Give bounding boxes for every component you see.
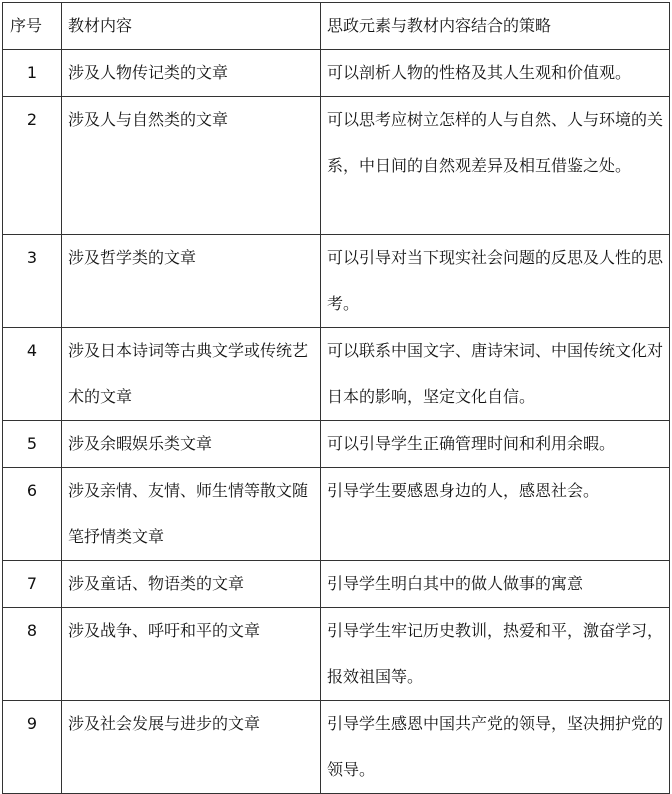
row-content	[62, 468, 321, 561]
row-content-text: 涉及社会发展与进步的文章	[68, 714, 261, 733]
row-content-text: 涉及人物传记类的文章	[68, 63, 229, 82]
row-strategy	[321, 50, 670, 97]
row-index: 6	[3, 468, 62, 561]
row-index: 8	[3, 608, 62, 701]
table-row	[3, 701, 670, 794]
row-content-text: 涉及哲学类的文章	[68, 248, 197, 267]
table-row	[3, 561, 670, 608]
row-strategy-text: 可以剖析人物的性格及其人生观和价值观。	[327, 63, 632, 82]
strategy-table-container	[2, 2, 669, 794]
row-content-text: 涉及余暇娱乐类文章	[68, 434, 213, 453]
row-content-text: 涉及战争、呼吁和平的文章	[68, 621, 261, 640]
row-content	[62, 608, 321, 701]
row-strategy	[321, 561, 670, 608]
row-strategy	[321, 235, 670, 328]
row-strategy-text: 引导学生要感恩身边的人，感恩社会。	[327, 481, 600, 500]
row-index: 4	[3, 328, 62, 421]
row-strategy	[321, 97, 670, 235]
row-index: 9	[3, 701, 62, 794]
row-strategy-text: 引导学生牢记历史教训，热爱和平，激奋学习，报效祖国等。	[327, 621, 664, 686]
row-index: 1	[3, 50, 62, 97]
row-content-text: 涉及亲情、友情、师生情等散文随笔抒情类文章	[68, 481, 309, 546]
row-content	[62, 421, 321, 468]
row-strategy	[321, 328, 670, 421]
row-index: 7	[3, 561, 62, 608]
row-strategy-text: 可以引导学生正确管理时间和利用余暇。	[327, 434, 616, 453]
table-row	[3, 328, 670, 421]
header-content: 教材内容	[62, 3, 321, 50]
table-row	[3, 608, 670, 701]
row-strategy-text: 引导学生感恩中国共产党的领导，坚决拥护党的领导。	[327, 714, 664, 779]
row-strategy	[321, 701, 670, 794]
row-index: 3	[3, 235, 62, 328]
row-strategy	[321, 608, 670, 701]
table-row	[3, 421, 670, 468]
table-row	[3, 235, 670, 328]
row-content	[62, 701, 321, 794]
row-content	[62, 235, 321, 328]
row-content-text: 涉及人与自然类的文章	[68, 110, 229, 129]
row-content-text: 涉及日本诗词等古典文学或传统艺术的文章	[68, 341, 309, 406]
table-row	[3, 97, 670, 235]
header-strategy: 思政元素与教材内容结合的策略	[321, 3, 670, 50]
row-content-text: 涉及童话、物语类的文章	[68, 574, 245, 593]
row-content	[62, 97, 321, 235]
row-strategy	[321, 421, 670, 468]
row-strategy	[321, 468, 670, 561]
row-strategy-text: 引导学生明白其中的做人做事的寓意	[327, 574, 584, 593]
row-content	[62, 328, 321, 421]
row-content	[62, 561, 321, 608]
row-strategy-text: 可以思考应树立怎样的人与自然、人与环境的关系，中日间的自然观差异及相互借鉴之处。	[327, 110, 664, 175]
header-index: 序号	[3, 3, 62, 50]
table-row	[3, 468, 670, 561]
table-header-row	[3, 3, 670, 50]
row-strategy-text: 可以联系中国文字、唐诗宋词、中国传统文化对日本的影响，坚定文化自信。	[327, 341, 664, 406]
strategy-table	[2, 2, 670, 794]
row-strategy-text: 可以引导对当下现实社会问题的反思及人性的思考。	[327, 248, 664, 313]
row-index: 5	[3, 421, 62, 468]
row-index: 2	[3, 97, 62, 235]
table-row	[3, 50, 670, 97]
row-content	[62, 50, 321, 97]
